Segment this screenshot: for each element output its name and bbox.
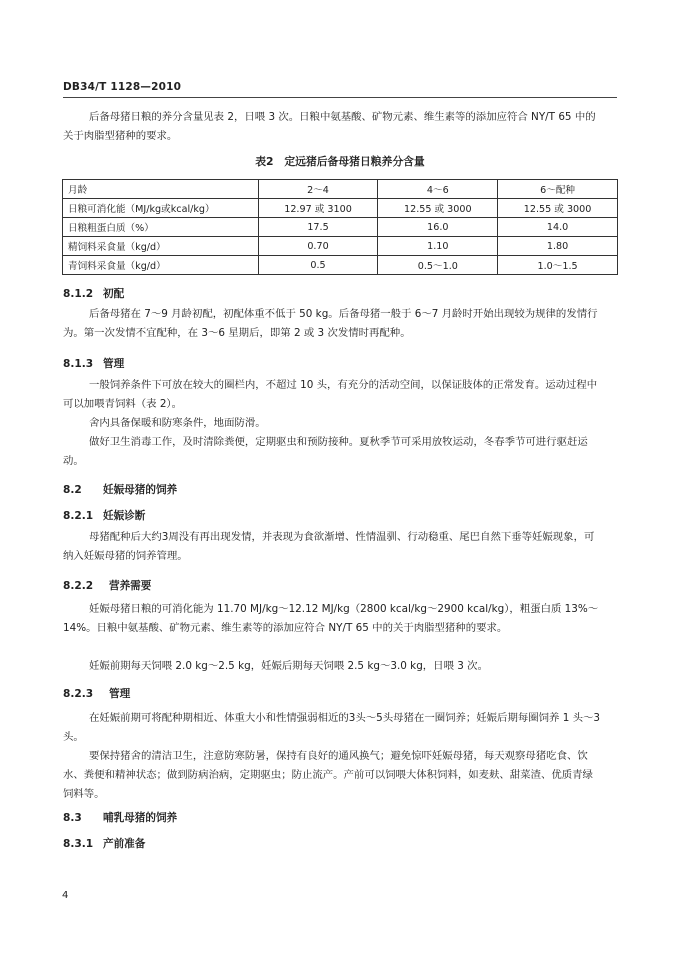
table-cell: 14.0 bbox=[498, 218, 618, 237]
table-cell: 6～配种 bbox=[498, 180, 618, 199]
table-row bbox=[63, 218, 618, 237]
section-number: 8.2.3 bbox=[63, 688, 94, 700]
section-title: 管理 bbox=[109, 688, 131, 700]
section-heading-8-2-2 bbox=[63, 578, 151, 593]
paragraph: 母猪配种后大约3周没有再出现发情，并表现为食欲渐增、性情温驯、行动稳重、尾巴自然下垂等妊娠现象，可纳入妊娠母猪的饲养管理。 bbox=[63, 531, 595, 562]
paragraph: 做好卫生消毒工作，及时清除粪便，定期驱虫和预防接种。夏秋季节可采用放牧运动，冬春季节可进行驱赶运动。 bbox=[63, 436, 588, 467]
table-cell: 1.80 bbox=[498, 237, 618, 256]
section-heading-8-3-1 bbox=[63, 836, 145, 851]
table-title: 表2 定远猪后备母猪日粮养分含量 bbox=[255, 155, 425, 168]
paragraph: 在妊娠前期可将配种期相近、体重大小和性情强弱相近的3头～5头母猪在一圈饲养；妊娠后期每圈饲养 1 头～3 头。 bbox=[63, 712, 601, 743]
section-title: 管理 bbox=[103, 358, 125, 370]
table-cell: 16.0 bbox=[378, 218, 498, 237]
section-heading-8-2-1 bbox=[63, 508, 145, 523]
table-cell: 精饲料采食量（kg/d） bbox=[63, 237, 259, 256]
section-title: 哺乳母猪的饲养 bbox=[103, 812, 178, 824]
document-code: DB34/T 1128—2010 bbox=[63, 81, 182, 93]
section-title: 产前准备 bbox=[103, 838, 146, 850]
table-cell: 日粮可消化能（MJ/kg或kcal/kg） bbox=[63, 199, 259, 218]
intro-paragraph: 后备母猪日粮的养分含量见表 2，日喂 3 次。日粮中氨基酸、矿物元素、维生素等的添加应符合 NY/T 65 中的关于肉脂型猪种的要求。 bbox=[63, 111, 596, 142]
table-cell: 17.5 bbox=[258, 218, 378, 237]
table-cell: 12.55 或 3000 bbox=[378, 199, 498, 218]
paragraph: 要保持猪舍的清洁卫生，注意防寒防暑，保持有良好的通风换气；避免惊吓妊娠母猪，每天观察母猪吃食、饮水、粪便和精神状态；做到防病治病，定期驱虫；防止流产。产前可以饲喂大体积饲料，如麦麸、甜菜渣、优质青绿饲料等。 bbox=[63, 750, 593, 800]
section-number: 8.2.2 bbox=[63, 580, 94, 592]
section-number: 8.3 bbox=[63, 812, 82, 824]
table-row bbox=[63, 199, 618, 218]
paragraph: 一般饲养条件下可放在较大的圈栏内，不超过 10 头，有充分的活动空间，以保证肢体的正常发育。运动过程中可以加喂青饲料（表 2）。 bbox=[63, 379, 598, 410]
table-cell: 青饲料采食量（kg/d） bbox=[63, 256, 259, 275]
table-cell: 日粮粗蛋白质（%） bbox=[63, 218, 259, 237]
section-heading-8-3 bbox=[63, 810, 177, 825]
table-cell: 1.0～1.5 bbox=[498, 256, 618, 275]
section-title: 妊娠诊断 bbox=[103, 510, 146, 522]
table-cell: 0.5 bbox=[258, 256, 378, 275]
section-number: 8.3.1 bbox=[63, 838, 94, 850]
section-heading-8-2-3 bbox=[63, 686, 130, 701]
section-number: 8.2.1 bbox=[63, 510, 94, 522]
section-title: 妊娠母猪的饲养 bbox=[103, 484, 178, 496]
section-heading-8-1-2 bbox=[63, 286, 124, 301]
table-cell: 1.10 bbox=[378, 237, 498, 256]
section-number: 8.1.3 bbox=[63, 358, 94, 370]
table-cell: 4～6 bbox=[378, 180, 498, 199]
table-cell: 12.55 或 3000 bbox=[498, 199, 618, 218]
table-header-row bbox=[63, 180, 618, 199]
section-number: 8.1.2 bbox=[63, 288, 94, 300]
nutrition-table bbox=[62, 179, 618, 275]
table-row bbox=[63, 256, 618, 275]
table-cell: 0.70 bbox=[258, 237, 378, 256]
header-divider bbox=[63, 97, 617, 98]
table-cell: 2～4 bbox=[258, 180, 378, 199]
section-heading-8-2 bbox=[63, 482, 177, 497]
section-title: 初配 bbox=[103, 288, 125, 300]
section-title: 营养需要 bbox=[109, 580, 152, 592]
paragraph: 后备母猪在 7～9 月龄初配，初配体重不低于 50 kg。后备母猪一般于 6～7 月龄时开始出现较为规律的发情行为。第一次发情不宜配种，在 3～6 星期后，即第 2 或 3 次发情时再配种。 bbox=[63, 308, 598, 339]
table-row bbox=[63, 237, 618, 256]
section-number: 8.2 bbox=[63, 484, 82, 496]
section-heading-8-1-3 bbox=[63, 356, 124, 371]
table-cell: 12.97 或 3100 bbox=[258, 199, 378, 218]
paragraph: 舍内具备保暖和防寒条件，地面防滑。 bbox=[89, 417, 266, 429]
paragraph: 妊娠母猪日粮的可消化能为 11.70 MJ/kg～12.12 MJ/kg（2800 kcal/kg～2900 kcal/kg），粗蛋白质 13%～14%。日粮中氨基酸、矿物元素、维生素等的添加应符合 NY/T 65 中的关于肉脂型猪种的要求。 bbox=[63, 603, 599, 634]
page-number: 4 bbox=[62, 890, 69, 901]
paragraph: 妊娠前期每天饲喂 2.0 kg～2.5 kg，妊娠后期每天饲喂 2.5 kg～3.0 kg，日喂 3 次。 bbox=[89, 660, 488, 672]
table-cell: 月龄 bbox=[63, 180, 259, 199]
table-cell: 0.5～1.0 bbox=[378, 256, 498, 275]
